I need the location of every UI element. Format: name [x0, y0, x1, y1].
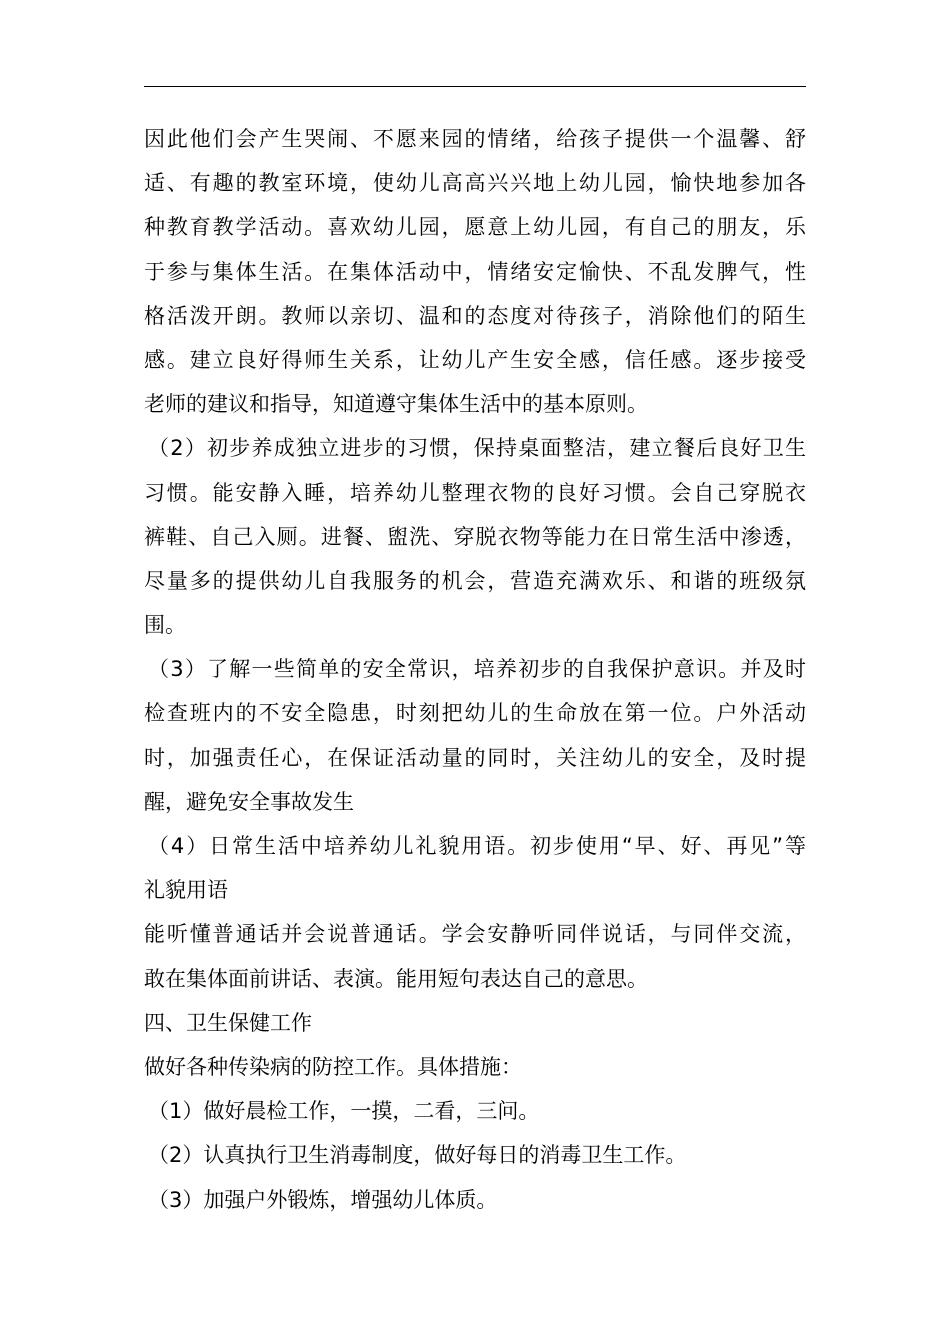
section-heading: 四、卫生保健工作	[144, 1010, 312, 1035]
text-line: （2）初步养成独立进步的习惯，保持桌面整洁，建立餐后良好卫生	[148, 436, 806, 461]
list-item: （2）认真执行卫生消毒制度，做好每日的消毒卫生工作。	[148, 1143, 687, 1168]
text-line: 围。	[144, 613, 186, 638]
text-line: 格活泼开朗。教师以亲切、温和的态度对待孩子，消除他们的陌生	[144, 303, 806, 328]
text-line: 适、有趣的教室环境，使幼儿高高兴兴地上幼儿园，愉快地参加各	[144, 171, 806, 196]
text-line: 老师的建议和指导，知道遵守集体生活中的基本原则。	[144, 392, 648, 417]
text-line: 醒，避免安全事故发生	[144, 789, 354, 814]
list-item: （1）做好晨检工作，一摸，二看，三问。	[148, 1099, 540, 1124]
text-line: 习惯。能安静入睡，培养幼儿整理衣物的良好习惯。会自己穿脱衣	[144, 480, 806, 505]
text-line: 尽量多的提供幼儿自我服务的机会，营造充满欢乐、和谐的班级氛	[144, 568, 806, 593]
text-line: 礼貌用语	[144, 878, 228, 903]
text-line: 敢在集体面前讲话、表演。能用短句表达自己的意思。	[144, 966, 648, 991]
text-line: 裤鞋、自己入厕。进餐、盥洗、穿脱衣物等能力在日常生活中渗透，	[144, 524, 806, 549]
header-rule	[144, 86, 806, 87]
text-line: 检查班内的不安全隐患，时刻把幼儿的生命放在第一位。户外活动	[144, 701, 806, 726]
text-line: 做好各种传染病的防控工作。具体措施：	[144, 1054, 522, 1079]
list-item: （3）加强户外锻炼，增强幼儿体质。	[148, 1187, 498, 1212]
text-line: 时，加强责任心，在保证活动量的同时，关注幼儿的安全，及时提	[144, 745, 806, 770]
document-body	[144, 117, 806, 1222]
text-line: 因此他们会产生哭闹、不愿来园的情绪，给孩子提供一个温馨、舒	[144, 127, 806, 151]
text-line: 能听懂普通话并会说普通话。学会安静听同伴说话，与同伴交流，	[144, 922, 806, 947]
text-line: 种教育教学活动。喜欢幼儿园，愿意上幼儿园，有自己的朋友，乐	[144, 215, 806, 240]
text-line: （4）日常生活中培养幼儿礼貌用语。初步使用“早、好、再见”等	[148, 834, 806, 858]
text-line: （3）了解一些简单的安全常识，培养初步的自我保护意识。并及时	[148, 657, 806, 682]
text-line: 于参与集体生活。在集体活动中，情绪安定愉快、不乱发脾气，性	[144, 259, 806, 284]
text-line: 感。建立良好得师生关系，让幼儿产生安全感，信任感。逐步接受	[144, 347, 806, 372]
